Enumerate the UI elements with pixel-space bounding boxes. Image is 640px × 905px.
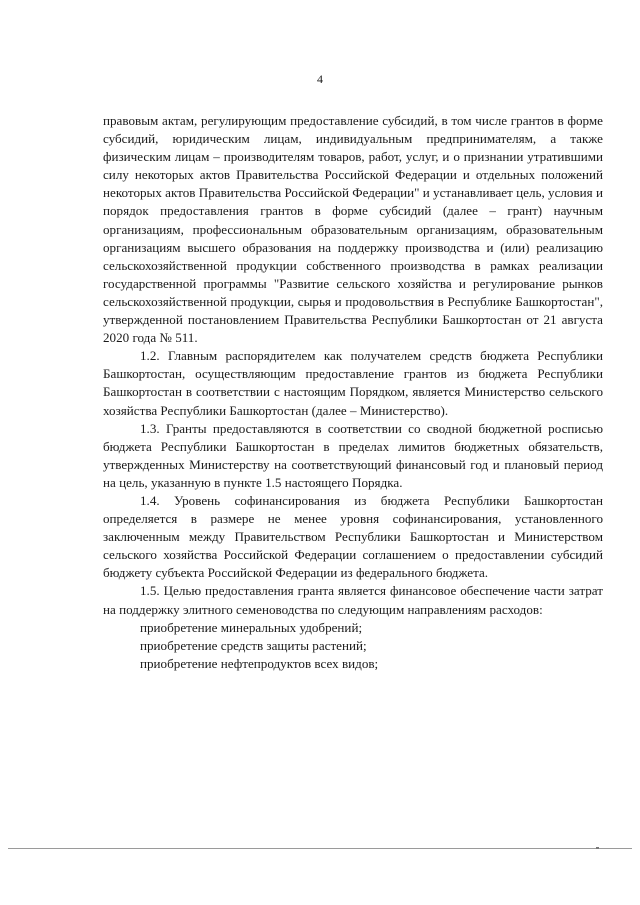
paragraph-1-3: 1.3. Гранты предоставляются в соответствии со сводной бюджетной росписью бюджета Республики Башкортостан в пределах лимитов бюджетных обязательств, утвержденных Министерству на соответствующий финансовый год и плановый период на цель, указанную в пункте 1.5 настоящего Порядка. — [103, 420, 603, 490]
page-bottom-rule — [8, 848, 632, 849]
list-item: приобретение нефтепродуктов всех видов; — [140, 655, 379, 671]
paragraph-1-2: 1.2. Главным распорядителем как получателем средств бюджета Республики Башкортостан, осуществляющим предоставление грантов из бюджета Республики Башкортостан в соответствии с настоящим Порядком, является Министерство сельского хозяйства Республики Башкортостан (далее – Министерство). — [103, 348, 603, 418]
list-item: приобретение минеральных удобрений; — [140, 619, 363, 635]
paragraph-1-5: 1.5. Целью предоставления гранта является финансовое обеспечение части затрат на поддержку элитного семеноводства по следующим направлениям расходов: — [103, 583, 603, 617]
paragraph-1-4: 1.4. Уровень софинансирования из бюджета Республики Башкортостан определяется в размере не менее уровня софинансирования, установленного заключенным между Правительством Республики Башкортостан и Министерством сельского хозяйства Российской Федерации соглашением о предоставлении субсидий бюджету субъекта Российской Федерации из федерального бюджета. — [103, 492, 603, 581]
list-item: приобретение средств защиты растений; — [140, 637, 367, 653]
page-number: 4 — [317, 72, 323, 86]
scan-mark — [596, 847, 599, 849]
paragraph-intro-continuation: правовым актам, регулирующим предоставление субсидий, в том числе грантов в форме субсидий, юридическим лицам, индивидуальным предпринимателям, а также физическим лицам – производителям товаров, работ, услуг, и о признании утратившими силу некоторых актов Правительства Российской Федерации и отдельных положений некоторых актов Правительства Российской Федерации" и устанавливает цель, условия и порядок предоставления грантов в форме субсидий (далее – грант) научным организациям, профессиональным образовательным организациям, образовательным организациям высшего образования на поддержку производства и (или) реализацию сельскохозяйственной продукции собственного производства в рамках реализации государственной программы "Развитие сельского хозяйства и регулирование рынков сельскохозяйственной продукции, сырья и продовольствия в Республике Башкортостан", утвержденной постановлением Правительства Республики Башкортостан от 21 августа 2020 года № 511. — [103, 113, 603, 346]
document-body — [103, 112, 603, 673]
